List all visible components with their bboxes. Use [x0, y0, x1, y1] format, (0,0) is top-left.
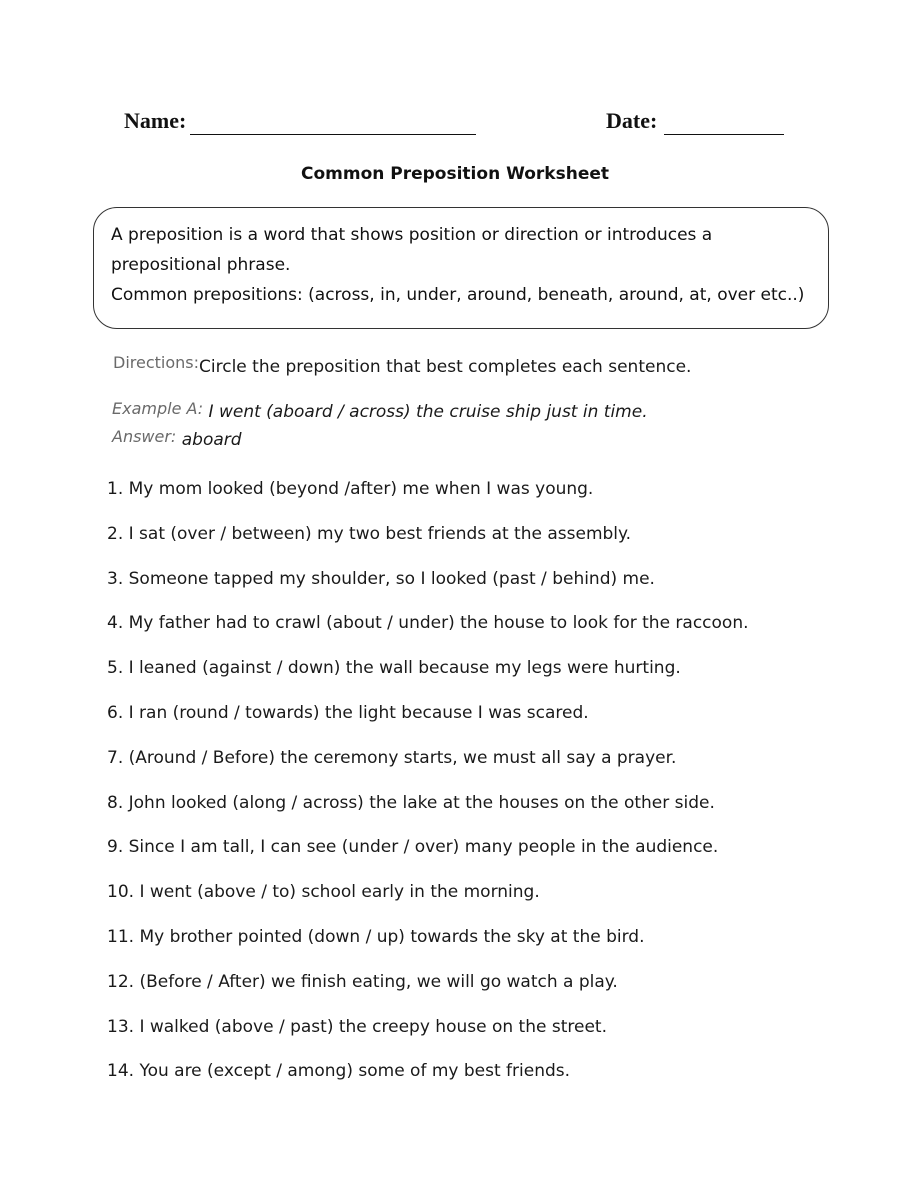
- question-item: 10. I went (above / to) school early in the morning.: [107, 882, 540, 903]
- worksheet-title: Common Preposition Worksheet: [300, 164, 610, 184]
- definition-text: [111, 220, 811, 310]
- question-item: 4. My father had to crawl (about / under) the house to look for the raccoon.: [107, 613, 749, 634]
- definition-line-3: Common prepositions: (across, in, under, around, beneath, around, at, over etc..): [111, 285, 805, 305]
- answer-label: Answer:: [112, 427, 177, 446]
- question-item: 1. My mom looked (beyond /after) me when I was young.: [107, 479, 594, 499]
- definition-line-1: A preposition is a word that shows position or direction or introduces a: [111, 225, 713, 245]
- question-list: [107, 478, 749, 1105]
- directions-label: Directions:: [113, 353, 200, 372]
- example-text: I went (aboard / across) the cruise ship just in time.: [208, 402, 648, 422]
- answer-text: aboard: [181, 430, 242, 450]
- question-item: 11. My brother pointed (down / up) towards the sky at the bird.: [107, 926, 645, 947]
- question-item: 5. I leaned (against / down) the wall because my legs were hurting.: [107, 658, 681, 679]
- question-item: 8. John looked (along / across) the lake at the houses on the other side.: [107, 792, 715, 813]
- example-label: Example A:: [112, 399, 204, 418]
- question-item: 6. I ran (round / towards) the light because I was scared.: [107, 702, 589, 723]
- question-item: 3. Someone tapped my shoulder, so I looked (past / behind) me.: [107, 568, 655, 589]
- answer-row: [112, 427, 242, 450]
- example-row: [112, 399, 648, 422]
- question-item: 14. You are (except / among) some of my best friends.: [107, 1061, 571, 1082]
- question-item: 2. I sat (over / between) my two best friends at the assembly.: [107, 523, 632, 544]
- header-row: [0, 108, 910, 138]
- question-item: 9. Since I am tall, I can see (under / over) many people in the audience.: [107, 837, 719, 858]
- name-label: Name:: [124, 108, 187, 133]
- definition-box: [93, 207, 829, 329]
- question-item: 12. (Before / After) we finish eating, we will go watch a play.: [107, 971, 618, 992]
- question-item: 7. (Around / Before) the ceremony starts, we must all say a prayer.: [107, 747, 677, 768]
- date-blank-line[interactable]: [664, 134, 784, 135]
- name-blank-line[interactable]: [190, 134, 476, 135]
- question-item: 13. I walked (above / past) the creepy house on the street.: [107, 1016, 607, 1037]
- date-label: Date:: [606, 108, 658, 133]
- directions-row: [113, 353, 692, 377]
- definition-line-2: prepositional phrase.: [111, 255, 291, 275]
- directions-text: Circle the preposition that best completes each sentence.: [199, 357, 692, 377]
